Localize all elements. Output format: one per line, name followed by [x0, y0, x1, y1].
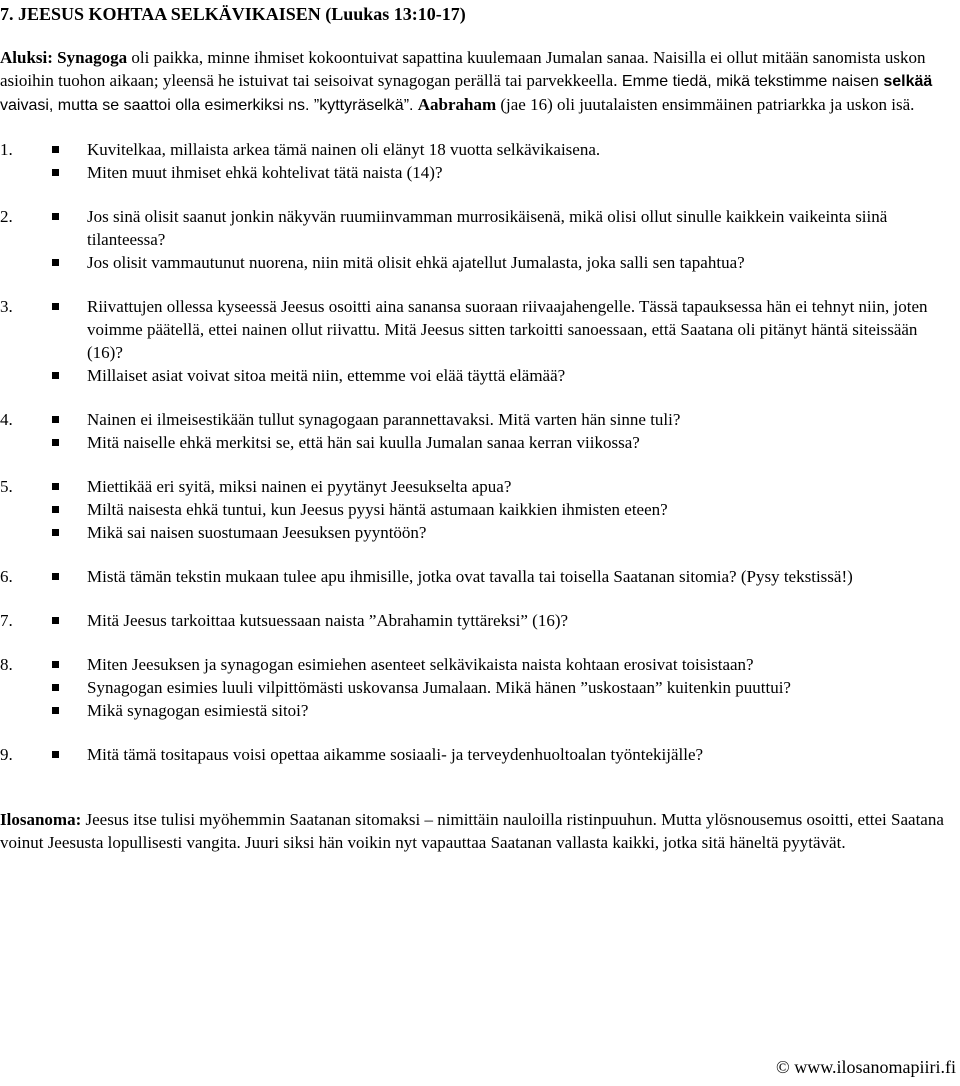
footer-copyright[interactable]: © www.ilosanomapiiri.fi	[776, 1057, 956, 1077]
question-item	[0, 161, 956, 184]
question-item	[0, 295, 956, 364]
question-number: 3.	[0, 297, 13, 316]
square-bullet-icon	[52, 146, 59, 153]
question-text: Mikä synagogan esimiestä sitoi?	[87, 701, 309, 720]
question-group	[0, 609, 956, 632]
question-group	[0, 743, 956, 766]
question-text: Miten muut ihmiset ehkä kohtelivat tätä naista (14)?	[87, 163, 443, 182]
question-item	[0, 565, 956, 588]
square-bullet-icon	[52, 303, 59, 310]
question-group	[0, 138, 956, 184]
question-number: 5.	[0, 477, 13, 496]
square-bullet-icon	[52, 617, 59, 624]
question-text: Miltä naisesta ehkä tuntui, kun Jeesus pyysi häntä astumaan kaikkien ihmisten eteen?	[87, 500, 668, 519]
intro-term-selka: selkää	[883, 73, 933, 90]
question-item	[0, 521, 956, 544]
square-bullet-icon	[52, 169, 59, 176]
question-text: Mikä sai naisen suostumaan Jeesuksen pyyntöön?	[87, 523, 427, 542]
intro-text-2: Emme tiedä, mikä tekstimme naisen	[617, 73, 884, 90]
square-bullet-icon	[52, 416, 59, 423]
question-item	[0, 699, 956, 722]
question-number: 6.	[0, 567, 13, 586]
question-text: Mitä naiselle ehkä merkitsi se, että hän sai kuulla Jumalan sanaa kerran viikossa?	[87, 433, 640, 452]
question-text: Mistä tämän tekstin mukaan tulee apu ihmisille, jotka ovat tavalla tai toisella Saatanan sitomia? (Pysy tekstissä!)	[87, 567, 853, 586]
question-group	[0, 565, 956, 588]
square-bullet-icon	[52, 707, 59, 714]
question-number: 2.	[0, 207, 13, 226]
question-item	[0, 431, 956, 454]
intro-text-4: (jae 16) oli juutalaisten ensimmäinen patriarkka ja uskon isä.	[496, 95, 915, 114]
question-text: Nainen ei ilmeisestikään tullut synagogaan parannettavaksi. Mitä varten hän sinne tuli?	[87, 410, 681, 429]
question-text: Mitä tämä tositapaus voisi opettaa aikamme sosiaali- ja terveydenhuoltoalan työntekijälle?	[87, 745, 704, 764]
square-bullet-icon	[52, 259, 59, 266]
square-bullet-icon	[52, 439, 59, 446]
question-number: 4.	[0, 410, 13, 429]
square-bullet-icon	[52, 751, 59, 758]
question-group	[0, 653, 956, 722]
question-text: Riivattujen ollessa kyseessä Jeesus osoitti aina sanansa suoraan riivaajahengelle. Tässä tapauksessa hän ei tehnyt niin, joten voimme päätellä, ettei nainen ollut riivattu. Mitä Jeesus sitten tarkoitti sanoessaan, että Saatana oli pitänyt häntä siteissään (16)?	[87, 297, 928, 362]
intro-label: Aluksi:	[0, 48, 53, 67]
question-text: Jos sinä olisit saanut jonkin näkyvän ruumiinvamman murrosikäisenä, mikä olisi ollut sinulle kaikkein vaikeinta siinä tilanteessa?	[87, 207, 888, 249]
question-group	[0, 295, 956, 387]
question-text: Kuvitelkaa, millaista arkea tämä nainen oli elänyt 18 vuotta selkävikaisena.	[87, 140, 601, 159]
question-item	[0, 609, 956, 632]
square-bullet-icon	[52, 661, 59, 668]
outro-paragraph	[0, 808, 956, 854]
square-bullet-icon	[52, 213, 59, 220]
question-item	[0, 251, 956, 274]
question-text: Miten Jeesuksen ja synagogan esimiehen asenteet selkävikaista naista kohtaan erosivat toisistaan?	[87, 655, 754, 674]
question-number: 9.	[0, 745, 13, 764]
intro-paragraph	[0, 46, 956, 117]
square-bullet-icon	[52, 529, 59, 536]
square-bullet-icon	[52, 483, 59, 490]
question-item	[0, 653, 956, 676]
question-text: Synagogan esimies luuli vilpittömästi uskovansa Jumalaan. Mikä hänen ”uskostaan” kuitenkin puuttui?	[87, 678, 791, 697]
square-bullet-icon	[52, 573, 59, 580]
question-number: 7.	[0, 611, 13, 630]
question-number: 8.	[0, 655, 13, 674]
question-item	[0, 676, 956, 699]
page-title: 7. JEESUS KOHTAA SELKÄVIKAISEN (Luukas 13:10-17)	[0, 4, 466, 24]
square-bullet-icon	[52, 372, 59, 379]
question-group	[0, 475, 956, 544]
outro-label: Ilosanoma:	[0, 810, 82, 829]
question-text: Millaiset asiat voivat sitoa meitä niin, ettemme voi elää täyttä elämää?	[87, 366, 566, 385]
question-item	[0, 408, 956, 431]
question-item	[0, 364, 956, 387]
intro-term-aabraham: Aabraham	[417, 95, 497, 114]
question-item	[0, 475, 956, 498]
question-list	[0, 138, 956, 766]
intro-term-synagoga: Synagoga	[57, 48, 128, 67]
intro-text-3: vaivasi, mutta se saattoi olla esimerkiksi ns. ”kyttyräselkä”.	[0, 97, 414, 114]
question-group	[0, 205, 956, 274]
question-item	[0, 205, 956, 251]
question-group	[0, 408, 956, 454]
question-text: Jos olisit vammautunut nuorena, niin mitä olisit ehkä ajatellut Jumalasta, joka salli sen tapahtua?	[87, 253, 745, 272]
question-text: Mitä Jeesus tarkoittaa kutsuessaan naista ”Abrahamin tyttäreksi” (16)?	[87, 611, 569, 630]
outro-text: Jeesus itse tulisi myöhemmin Saatanan sitomaksi – nimittäin nauloilla ristinpuuhun. Mutta ylösnousemus osoitti, ettei Saatana voinut Jeesusta lopullisesti vangita. Juuri siksi hän voikin nyt vapauttaa Saatanan vallasta kaikki, jotka sitä häneltä pyytävät.	[0, 810, 944, 852]
square-bullet-icon	[52, 506, 59, 513]
square-bullet-icon	[52, 684, 59, 691]
intro-text-1: oli paikka, minne ihmiset kokoontuivat sapattina kuulemaan Jumalan sanaa. Naisilla ei ollut mitään sanomista uskon asioihin tuohon aikaan; yleensä he istuivat tai seisoivat synagogan perällä tai parvekkeella.	[0, 48, 926, 90]
question-item	[0, 743, 956, 766]
question-number: 1.	[0, 140, 13, 159]
question-item	[0, 138, 956, 161]
question-item	[0, 498, 956, 521]
question-text: Miettikää eri syitä, miksi nainen ei pyytänyt Jeesukselta apua?	[87, 477, 512, 496]
